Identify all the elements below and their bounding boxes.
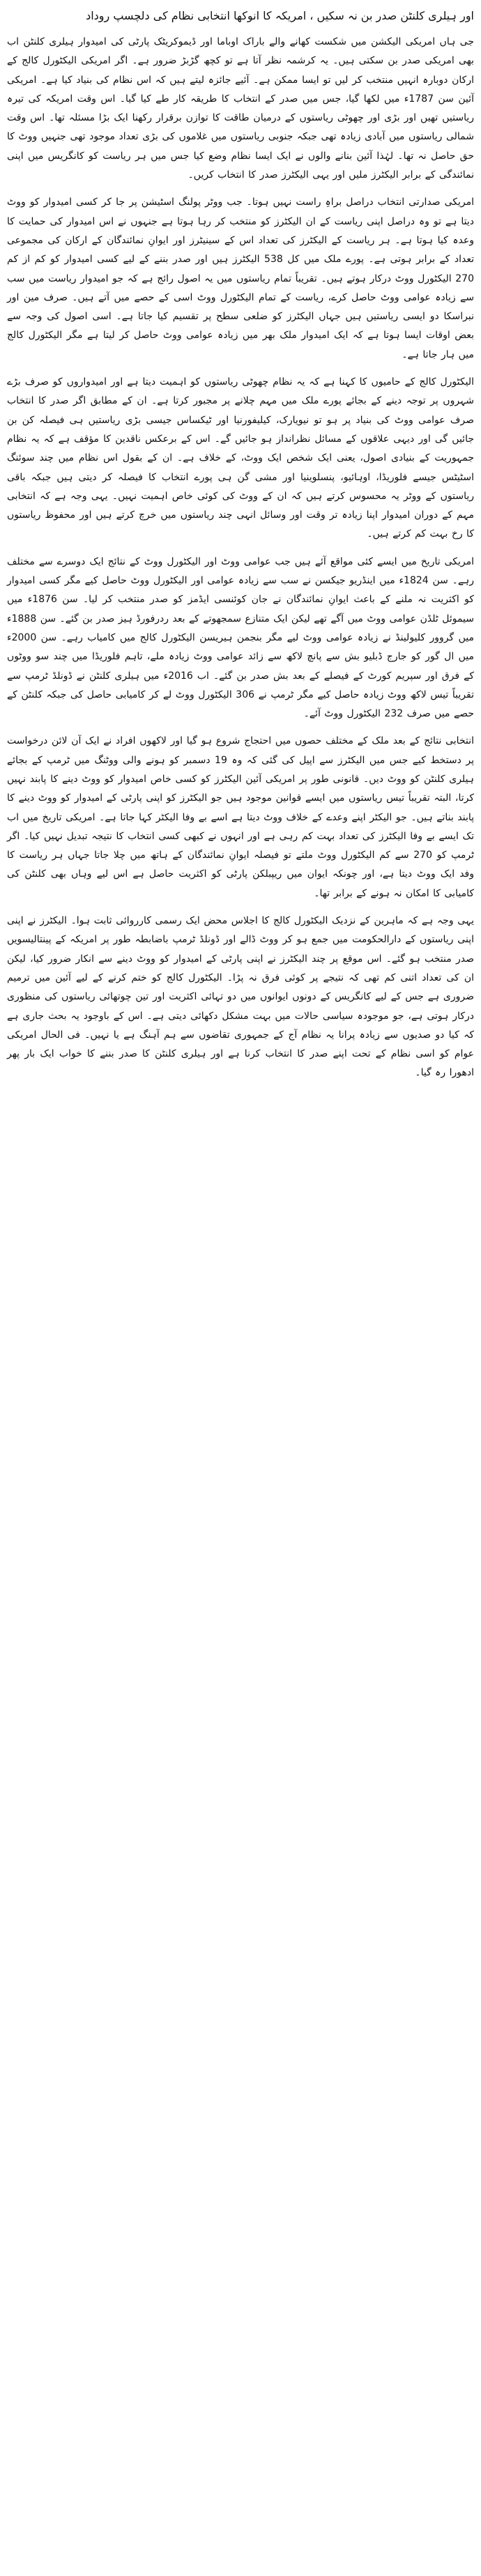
article-paragraph: امریکی صدارتی انتخاب دراصل براہِ راست نہیں ہوتا۔ جب ووٹر پولنگ اسٹیشن پر جا کر کسی امیدوار کو ووٹ دیتا ہے تو وہ دراصل اپنی ریاست کے ان الیکٹرز کو منتخب کر رہا ہوتا ہے جنہوں نے اس امیدوار کی حمایت کا وعدہ کیا ہوتا ہے۔ ہر ریاست کے الیکٹرز کی تعداد اس کے سینیٹرز اور ایوانِ نمائندگان کے ارکان کی مجموعی تعداد کے برابر ہوتی ہے۔ پورے ملک میں کل 538 الیکٹرز ہیں اور صدر بننے کے لیے کسی امیدوار کو کم از کم 270 الیکٹورل ووٹ درکار ہوتے ہیں۔ تقریباً تمام ریاستوں میں یہ اصول رائج ہے کہ جو امیدوار ریاست میں سب سے زیادہ عوامی ووٹ حاصل کرے، ریاست کے تمام الیکٹورل ووٹ اسی کے حصے میں آتے ہیں۔ صرف مین اور نبراسکا دو ایسی ریاستیں ہیں جہاں الیکٹرز کو ضلعی سطح پر تقسیم کیا جاتا ہے۔ اسی اصول کی وجہ سے بعض اوقات ایسا ہوتا ہے کہ ایک امیدوار ملک بھر میں زیادہ عوامی ووٹ حاصل کر لیتا ہے مگر الیکٹورل کالج میں ہار جاتا ہے۔: [7, 197, 475, 360]
article-paragraph: امریکی تاریخ میں ایسے کئی مواقع آئے ہیں جب عوامی ووٹ اور الیکٹورل ووٹ کے نتائج ایک دوسرے سے مختلف رہے۔ سن 1824ء میں اینڈریو جیکسن نے سب سے زیادہ عوامی اور الیکٹورل ووٹ حاصل کیے مگر کسی امیدوار کو اکثریت نہ ملنے کے باعث ایوانِ نمائندگان نے جان کوئنسی ایڈمز کو صدر منتخب کر لیا۔ سن 1876ء میں سیموئل ٹلڈن عوامی ووٹ میں آگے تھے لیکن ایک متنازع سمجھوتے کے بعد ردرفورڈ ہیز صدر بن گئے۔ سن 1888ء میں گروور کلیولینڈ نے زیادہ عوامی ووٹ لیے مگر بنجمن ہیریسن الیکٹورل کالج میں کامیاب رہے۔ سن 2000ء میں ال گور کو جارج ڈبلیو بش سے پانچ لاکھ سے زائد عوامی ووٹ زیادہ ملے، تاہم فلوریڈا میں چند سو ووٹوں کے فرق اور سپریم کورٹ کے فیصلے کے بعد بش صدر بن گئے۔ اب 2016ء میں ہیلری کلنٹن نے ڈونلڈ ٹرمپ سے تقریباً تیس لاکھ ووٹ زیادہ حاصل کیے مگر ٹرمپ نے 306 الیکٹورل ووٹ لے کر کامیابی حاصل کی جبکہ کلنٹن کے حصے میں صرف 232 الیکٹورل ووٹ آئے۔: [7, 555, 474, 720]
article-paragraph: یہی وجہ ہے کہ ماہرین کے نزدیک الیکٹورل کالج کا اجلاس محض ایک رسمی کارروائی ثابت ہوا۔ الیکٹرز نے اپنی اپنی ریاستوں کے دارالحکومت میں جمع ہو کر ووٹ ڈالے اور ڈونلڈ ٹرمپ باضابطہ طور پر امریکہ کے پینتالیسویں صدر منتخب ہو گئے۔ اس موقع پر چند الیکٹرز نے اپنی پارٹی کے امیدوار کو ووٹ دینے سے انکار ضرور کیا، لیکن ان کی تعداد اتنی کم تھی کہ نتیجے پر کوئی فرق نہ پڑا۔ الیکٹورل کالج کو ختم کرنے کے لیے آئین میں ترمیم ضروری ہے جس کے لیے کانگریس کے دونوں ایوانوں میں دو تہائی اکثریت اور تین چوتھائی ریاستوں کی منظوری درکار ہوتی ہے، جو موجودہ سیاسی حالات میں بہت مشکل دکھائی دیتی ہے۔ اس کے باوجود یہ بحث جاری ہے کہ کیا دو صدیوں سے زیادہ پرانا یہ نظام آج کے جمہوری تقاضوں سے ہم آہنگ ہے یا نہیں۔ فی الحال امریکی عوام کو اسی نظام کے تحت اپنے صدر کا انتخاب کرنا ہے اور ہیلری کلنٹن کا صدر بننے کا خواب ایک بار پھر ادھورا رہ گیا۔: [7, 915, 474, 1079]
article-paragraph: جی ہاں امریکی الیکشن میں شکست کھانے والے باراک اوباما اور ڈیموکریٹک پارٹی کی امیدوار ہیلری کلنٹن اب بھی امریکی صدر بن سکتی ہیں۔ یہ کرشمہ نظر آتا ہے تو کچھ گڑبڑ ضرور ہے۔ اگر امریکی الیکٹورل کالج کے ارکان دوبارہ انہیں منتخب کر لیں تو ایسا ممکن ہے۔ آئیے جائزہ لیتے ہیں کہ اس نظام کی بنیاد کیا ہے۔ امریکی آئین سن 1787ء میں لکھا گیا، جس میں صدر کے انتخاب کا طریقہ کار طے کیا گیا۔ اس وقت امریکہ کی تیرہ ریاستیں تھیں اور بڑی اور چھوٹی ریاستوں کے درمیان طاقت کا توازن برقرار رکھنا ایک بڑا مسئلہ تھا۔ اس وقت شمالی ریاستوں میں آبادی زیادہ تھی جبکہ جنوبی ریاستوں میں غلاموں کی بڑی تعداد موجود تھی جنہیں ووٹ کا حق حاصل نہ تھا۔ لہٰذا آئین بنانے والوں نے ایک ایسا نظام وضع کیا جس میں ہر ریاست کو کانگریس میں اپنی نمائندگی کے برابر الیکٹرز ملیں اور یہی الیکٹرز صدر کا انتخاب کریں۔: [7, 36, 474, 181]
article-paragraph: الیکٹورل کالج کے حامیوں کا کہنا ہے کہ یہ نظام چھوٹی ریاستوں کو اہمیت دیتا ہے اور امیدواروں کو صرف بڑے شہروں پر توجہ دینے کے بجائے پورے ملک میں مہم چلانے پر مجبور کرتا ہے۔ ان کے مطابق اگر صدر کا انتخاب صرف عوامی ووٹ کی بنیاد پر ہو تو نیویارک، کیلیفورنیا اور ٹیکساس جیسی بڑی ریاستیں ہی فیصلہ کن بن جائیں گی اور دیہی علاقوں کے مسائل نظرانداز ہو جائیں گے۔ اس کے برعکس ناقدین کا مؤقف ہے کہ یہ نظام جمہوریت کے بنیادی اصول، یعنی ایک شخص ایک ووٹ، کے خلاف ہے۔ ان کے بقول اس نظام میں چند سوئنگ اسٹیٹس جیسے فلوریڈا، اوہائیو، پنسلوینیا اور مشی گن ہی پورے انتخاب کا فیصلہ کر دیتی ہیں جبکہ باقی ریاستوں کے ووٹر یہ محسوس کرتے ہیں کہ ان کے ووٹ کی کوئی خاص اہمیت نہیں۔ یہی وجہ ہے کہ انتخابی مہم کے دوران امیدوار اپنا زیادہ تر وقت اور وسائل انہی چند ریاستوں میں خرچ کرتے ہیں اور محفوظ ریاستوں کا رخ بہت کم کرتے ہیں۔: [7, 376, 474, 540]
article-paragraph: انتخابی نتائج کے بعد ملک کے مختلف حصوں میں احتجاج شروع ہو گیا اور لاکھوں افراد نے ایک آن لائن درخواست پر دستخط کیے جس میں الیکٹرز سے اپیل کی گئی کہ وہ 19 دسمبر کو ہونے والی ووٹنگ میں ٹرمپ کے بجائے ہیلری کلنٹن کو ووٹ دیں۔ قانونی طور پر امریکی آئین الیکٹرز کو کسی خاص امیدوار کو ووٹ دینے کا پابند نہیں کرتا، البتہ تقریباً تیس ریاستوں میں ایسے قوانین موجود ہیں جو الیکٹرز کو اپنی پارٹی کے امیدوار کو ووٹ دینے کا پابند بناتے ہیں۔ جو الیکٹر اپنے وعدے کے خلاف ووٹ دیتا ہے اسے بے وفا الیکٹر کہا جاتا ہے۔ امریکی تاریخ میں اب تک ایسے بے وفا الیکٹرز کی تعداد بہت کم رہی ہے اور انہوں نے کبھی کسی انتخاب کا نتیجہ تبدیل نہیں کیا۔ اگر ٹرمپ کو 270 سے کم الیکٹورل ووٹ ملتے تو فیصلہ ایوانِ نمائندگان کے ہاتھ میں چلا جاتا جہاں ہر ریاست کا وفد ایک ووٹ دیتا ہے، اور چونکہ ایوان میں ریپبلکن پارٹی کو اکثریت حاصل ہے اس لیے وہاں بھی کلنٹن کی کامیابی کا امکان نہ ہونے کے برابر تھا۔: [7, 735, 474, 899]
article-title: اور ہیلری کلنٹن صدر بن نہ سکیں ، امریکہ کا انوکھا انتخابی نظام کی دلچسپ روداد: [86, 9, 474, 22]
